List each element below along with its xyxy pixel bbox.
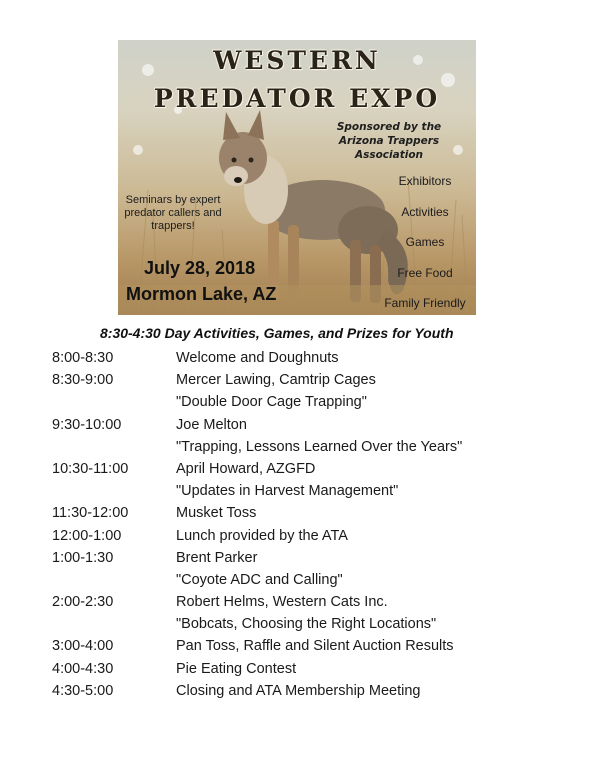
schedule-text: "Bobcats, Choosing the Right Locations": [176, 616, 437, 633]
title-predator-expo: PREDATOR EXPO: [153, 84, 441, 113]
schedule-time: 3:00-4:00: [52, 638, 114, 655]
schedule-text: April Howard, AZGFD: [176, 460, 316, 477]
schedule-time: 2:00-2:30: [52, 594, 114, 611]
schedule-row: [52, 414, 572, 436]
schedule-row: [52, 525, 572, 547]
event-location: Mormon Lake, AZ: [126, 284, 277, 304]
schedule-time: 4:00-4:30: [52, 660, 114, 677]
feature-item: Exhibitors: [398, 174, 452, 188]
schedule-row: [52, 569, 572, 591]
schedule-list: [52, 347, 572, 702]
schedule-text: "Updates in Harvest Management": [176, 483, 399, 500]
schedule-text: Lunch provided by the ATA: [176, 527, 348, 544]
schedule-text: Mercer Lawing, Camtrip Cages: [176, 372, 376, 389]
feature-item: Family Friendly: [384, 296, 466, 310]
schedule-row: [52, 635, 572, 657]
sponsor-block: [304, 120, 474, 162]
youth-activities-line: 8:30-4:30 Day Activities, Games, and Prizes for Youth: [100, 325, 454, 341]
schedule-row: [52, 591, 572, 613]
schedule-row: [52, 480, 572, 502]
schedule-time: 1:00-1:30: [52, 549, 114, 566]
schedule-text: "Trapping, Lessons Learned Over the Years": [176, 438, 463, 455]
schedule-row: [52, 658, 572, 680]
schedule-time: 10:30-11:00: [52, 460, 129, 477]
schedule-row: [52, 369, 572, 391]
schedule-time: 4:30-5:00: [52, 682, 114, 699]
schedule-text: "Double Door Cage Trapping": [176, 394, 367, 411]
schedule-text: Joe Melton: [176, 416, 247, 433]
schedule-row: [52, 458, 572, 480]
schedule-text: "Coyote ADC and Calling": [176, 571, 343, 588]
schedule-text: Brent Parker: [176, 549, 258, 566]
schedule-text: Pan Toss, Raffle and Silent Auction Results: [176, 638, 454, 655]
schedule-time: 12:00-1:00: [52, 527, 122, 544]
schedule-row: [52, 391, 572, 413]
sponsor-line-1: Sponsored by the: [336, 121, 442, 133]
schedule-row: [52, 347, 572, 369]
schedule-row: [52, 547, 572, 569]
feature-list: [376, 174, 474, 315]
schedule-row: [52, 436, 572, 458]
schedule-text: Musket Toss: [176, 505, 257, 522]
seminars-note: Seminars by expert predator callers and trappers!: [124, 194, 222, 232]
title-western: WESTERN: [213, 46, 381, 75]
schedule-row: [52, 613, 572, 635]
schedule-time: 8:00-8:30: [52, 350, 114, 366]
schedule-row: [52, 680, 572, 702]
feature-item: Activities: [401, 204, 449, 219]
schedule-time: 9:30-10:00: [52, 416, 122, 433]
sponsor-line-2: Arizona Trappers Association: [338, 135, 440, 161]
schedule-text: Pie Eating Contest: [176, 660, 297, 677]
schedule-text: Welcome and Doughnuts: [176, 350, 339, 366]
schedule-time: 11:30-12:00: [52, 505, 129, 522]
schedule-text: Closing and ATA Membership Meeting: [176, 682, 421, 699]
feature-item: Games: [405, 235, 445, 249]
event-date: July 28, 2018: [144, 258, 256, 278]
schedule-text: Robert Helms, Western Cats Inc.: [176, 594, 388, 611]
schedule-row: [52, 502, 572, 524]
schedule-time: 8:30-9:00: [52, 372, 114, 389]
expo-flyer: [118, 40, 476, 315]
feature-item: Free Food: [397, 265, 453, 280]
